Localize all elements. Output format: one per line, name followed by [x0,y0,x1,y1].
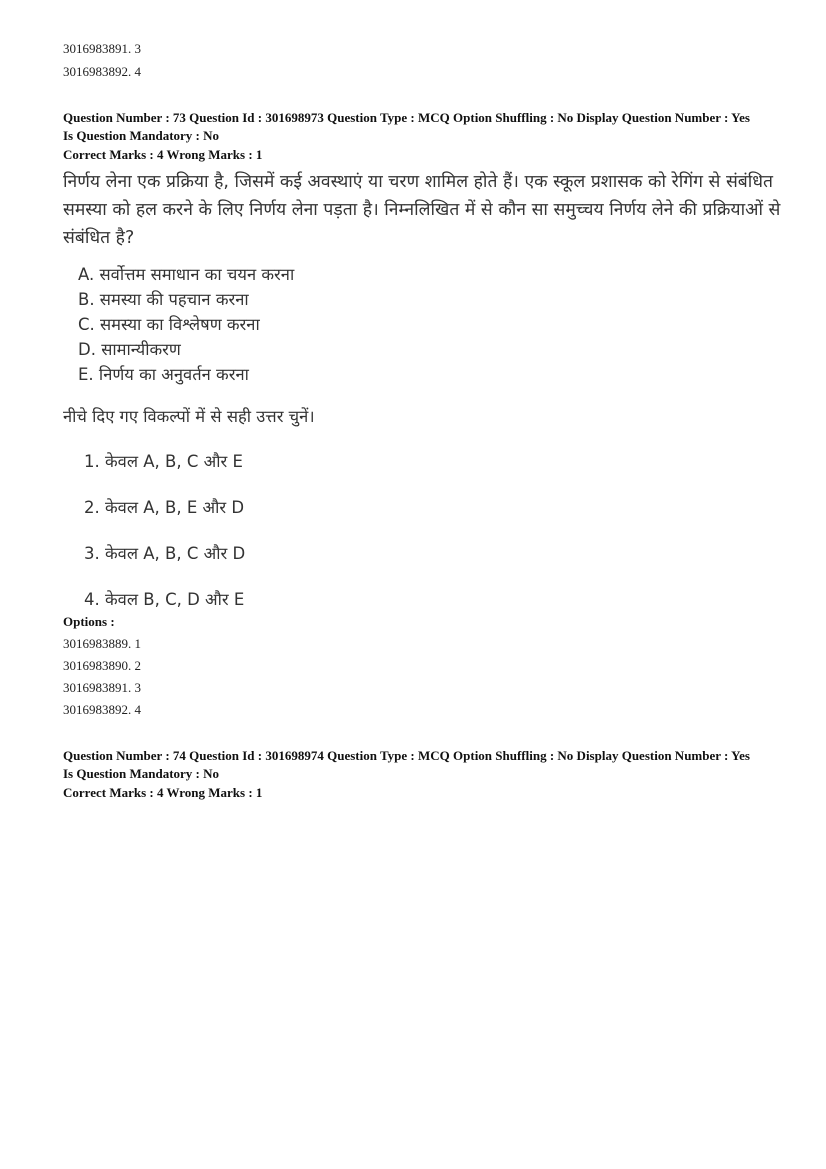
q74-marks: Correct Marks : 4 Wrong Marks : 1 [63,785,263,800]
q73-statement-e: E. निर्णय का अनुवर्तन करना [78,365,249,384]
q73-option-2: 3016983890. 2 [63,658,141,673]
prev-option-3: 3016983891. 3 [63,41,141,56]
q73-statement-a: A. सर्वोत्तम समाधान का चयन करना [78,265,295,284]
q73-statement-d: D. सामान्यीकरण [78,340,181,359]
q74-meta: Question Number : 74 Question Id : 301698974 Question Type : MCQ Option Shuffling : No Display Question Number : Yes Is Question Mandatory : No [63,748,750,781]
q73-choice-2: 2. केवल A, B, E और D [84,498,245,517]
q73-choice-4: 4. केवल B, C, D और E [84,590,245,609]
q73-stem: निर्णय लेना एक प्रक्रिया है, जिसमें कई अवस्थाएं या चरण शामिल होते हैं। एक स्कूल प्रशासक को रेगिंग से संबंधित समस्या को हल करने के लिए निर्णय लेना पड़ता है। निम्नलिखित में से कौन सा समुच्चय निर्णय लेने की प्रक्रियाओं से संबंधित है? [63,172,781,248]
q73-statement-c: C. समस्या का विश्लेषण करना [78,315,260,334]
q73-meta: Question Number : 73 Question Id : 301698973 Question Type : MCQ Option Shuffling : No Display Question Number : Yes Is Question Mandatory : No [63,110,750,143]
q73-option-3: 3016983891. 3 [63,680,141,695]
q73-marks: Correct Marks : 4 Wrong Marks : 1 [63,147,263,162]
q73-option-4: 3016983892. 4 [63,702,141,717]
q73-choice-3: 3. केवल A, B, C और D [84,544,246,563]
prev-option-4: 3016983892. 4 [63,64,141,79]
q73-statement-b: B. समस्या की पहचान करना [78,290,249,309]
q73-choice-1: 1. केवल A, B, C और E [84,452,243,471]
q73-instruction: नीचे दिए गए विकल्पों में से सही उत्तर चुनें। [63,407,315,426]
q73-options-label: Options : [63,614,115,629]
q73-option-1: 3016983889. 1 [63,636,141,651]
